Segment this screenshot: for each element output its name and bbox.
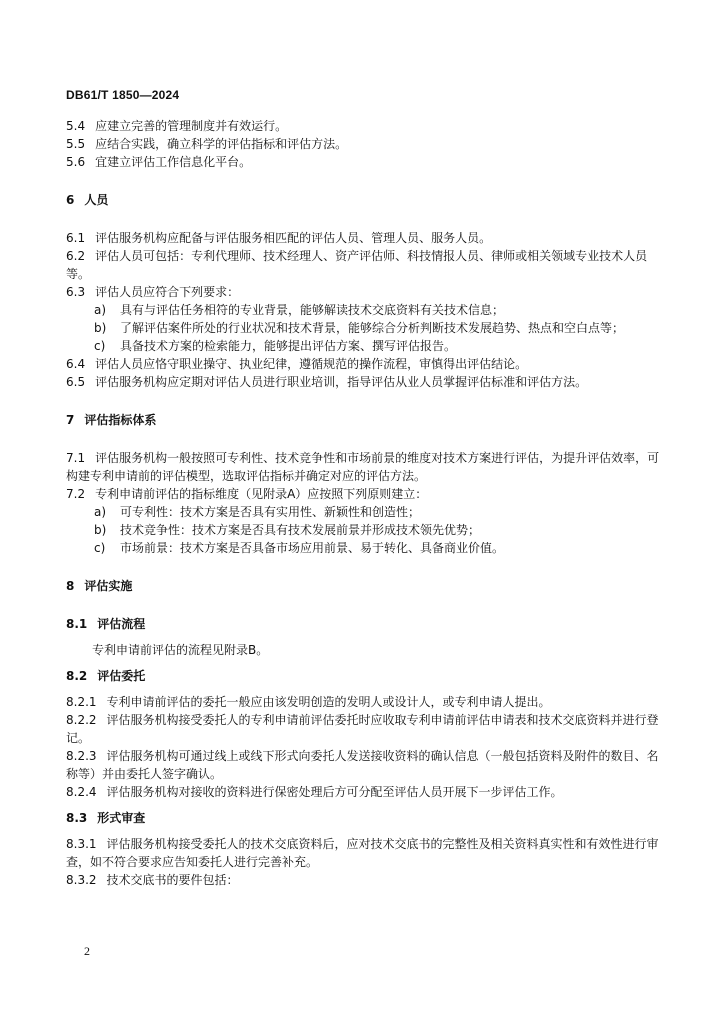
list-marker: b) — [94, 321, 107, 335]
clause-number: 8.2.1 — [66, 695, 97, 709]
list-marker: a) — [94, 505, 107, 519]
clause-text: 应建立完善的管理制度并有效运行。 — [95, 119, 288, 133]
clause-text: 宜建立评估工作信息化平台。 — [95, 155, 252, 169]
clause-number: 8.2.3 — [66, 749, 97, 763]
list-marker: b) — [94, 523, 107, 537]
section-number: 8 — [66, 579, 75, 593]
clause-6-2 — [66, 247, 660, 283]
clause-6-1 — [66, 229, 660, 247]
page-number: 2 — [84, 944, 90, 958]
subsection-title: 评估委托 — [97, 669, 146, 683]
clause-number: 8.3.1 — [66, 837, 97, 851]
clause-6-3-list — [66, 301, 660, 355]
list-marker: c) — [94, 541, 106, 555]
list-text: 具有与评估任务相符的专业背景，能够解读技术交底资料有关技术信息； — [120, 303, 505, 317]
list-item — [94, 521, 660, 539]
clause-number: 5.6 — [66, 155, 86, 169]
clause-5-4 — [66, 117, 660, 135]
clause-text: 应结合实践，确立科学的评估指标和评估方法。 — [95, 137, 348, 151]
clause-text: 专利申请前评估的委托一般应由该发明创造的发明人或设计人，或专利申请人提出。 — [106, 695, 551, 709]
subsection-number: 8.1 — [66, 617, 88, 631]
section-heading-8 — [66, 577, 660, 595]
clause-5-5 — [66, 135, 660, 153]
clause-number: 6.1 — [66, 231, 86, 245]
document-body — [66, 117, 660, 889]
section-number: 6 — [66, 193, 75, 207]
clause-8-2-1 — [66, 693, 660, 711]
clause-number: 8.2.2 — [66, 713, 97, 727]
subsection-number: 8.3 — [66, 811, 88, 825]
clause-number: 8.2.4 — [66, 785, 97, 799]
clause-number: 5.4 — [66, 119, 86, 133]
list-item — [94, 503, 660, 521]
subsection-heading-8-1 — [66, 615, 660, 633]
paragraph-8-1: 专利申请前评估的流程见附录B。 — [92, 643, 269, 657]
section-title: 人员 — [84, 193, 109, 207]
list-text: 具备技术方案的检索能力，能够提出评估方案、撰写评估报告。 — [120, 339, 457, 353]
list-item — [94, 319, 660, 337]
clause-number: 8.3.2 — [66, 873, 97, 887]
clause-5-6 — [66, 153, 660, 171]
clause-text: 评估服务机构接受委托人的专利申请前评估委托时应收取专利申请前评估申请表和技术交底资料并进行登记。 — [66, 713, 659, 745]
clause-number: 7.2 — [66, 487, 86, 501]
clause-text: 评估服务机构对接收的资料进行保密处理后方可分配至评估人员开展下一步评估工作。 — [106, 785, 563, 799]
clause-number: 6.3 — [66, 285, 86, 299]
list-item — [94, 337, 660, 355]
clause-7-2 — [66, 485, 660, 503]
list-text: 可专利性：技术方案是否具有实用性、新颖性和创造性； — [120, 505, 421, 519]
list-text: 了解评估案件所处的行业状况和技术背景，能够综合分析判断技术发展趋势、热点和空白点等； — [120, 321, 625, 335]
document-code: DB61/T 1850—2024 — [66, 88, 180, 102]
clause-number: 6.4 — [66, 357, 86, 371]
clause-text: 评估服务机构应配备与评估服务相匹配的评估人员、管理人员、服务人员。 — [95, 231, 492, 245]
clause-text: 评估服务机构一般按照可专利性、技术竞争性和市场前景的维度对技术方案进行评估，为提升评估效率，可构建专利申请前的评估模型，选取评估指标并确定对应的评估方法。 — [66, 451, 660, 483]
subsection-heading-8-2 — [66, 667, 660, 685]
list-item — [94, 301, 660, 319]
clause-text: 专利申请前评估的指标维度（见附录A）应按照下列原则建立： — [95, 487, 428, 501]
clause-number: 6.5 — [66, 375, 86, 389]
clause-text: 评估服务机构可通过线上或线下形式向委托人发送接收资料的确认信息（一般包括资料及附件的数目、名称等）并由委托人签字确认。 — [66, 749, 659, 781]
list-marker: a) — [94, 303, 107, 317]
subsection-number: 8.2 — [66, 669, 88, 683]
clause-7-2-list — [66, 503, 660, 557]
clause-text: 评估人员应恪守职业操守、执业纪律，遵循规范的操作流程，审慎得出评估结论。 — [95, 357, 528, 371]
clause-7-1 — [66, 449, 660, 485]
section-heading-6 — [66, 191, 660, 209]
clause-number: 5.5 — [66, 137, 86, 151]
clause-text: 评估服务机构应定期对评估人员进行职业培训，指导评估从业人员掌握评估标准和评估方法。 — [95, 375, 588, 389]
section-title: 评估实施 — [84, 579, 133, 593]
list-text: 技术竞争性：技术方案是否具有技术发展前景并形成技术领先优势； — [120, 523, 481, 537]
list-marker: c) — [94, 339, 106, 353]
subsection-title: 形式审查 — [97, 811, 146, 825]
clause-8-2-3 — [66, 747, 660, 783]
clause-8-2-2 — [66, 711, 660, 747]
clause-6-3 — [66, 283, 660, 301]
section-heading-7 — [66, 411, 660, 429]
clause-number: 7.1 — [66, 451, 86, 465]
list-text: 市场前景：技术方案是否具备市场应用前景、易于转化、具备商业价值。 — [120, 541, 505, 555]
list-item — [94, 539, 660, 557]
clause-text: 评估人员可包括：专利代理师、技术经理人、资产评估师、科技情报人员、律师或相关领域专业技术人员等。 — [66, 249, 648, 281]
section-title: 评估指标体系 — [84, 413, 157, 427]
clause-text: 评估服务机构接受委托人的技术交底资料后，应对技术交底书的完整性及相关资料真实性和有效性进行审查，如不符合要求应告知委托人进行完善补充。 — [66, 837, 659, 869]
clause-text: 评估人员应符合下列要求： — [95, 285, 240, 299]
subsection-heading-8-3 — [66, 809, 660, 827]
clause-6-5 — [66, 373, 660, 391]
clause-text: 技术交底书的要件包括： — [106, 873, 239, 887]
clause-6-4 — [66, 355, 660, 373]
section-number: 7 — [66, 413, 75, 427]
subsection-title: 评估流程 — [97, 617, 146, 631]
clause-8-3-2 — [66, 871, 660, 889]
clause-8-2-4 — [66, 783, 660, 801]
clause-number: 6.2 — [66, 249, 86, 263]
clause-8-3-1 — [66, 835, 660, 871]
